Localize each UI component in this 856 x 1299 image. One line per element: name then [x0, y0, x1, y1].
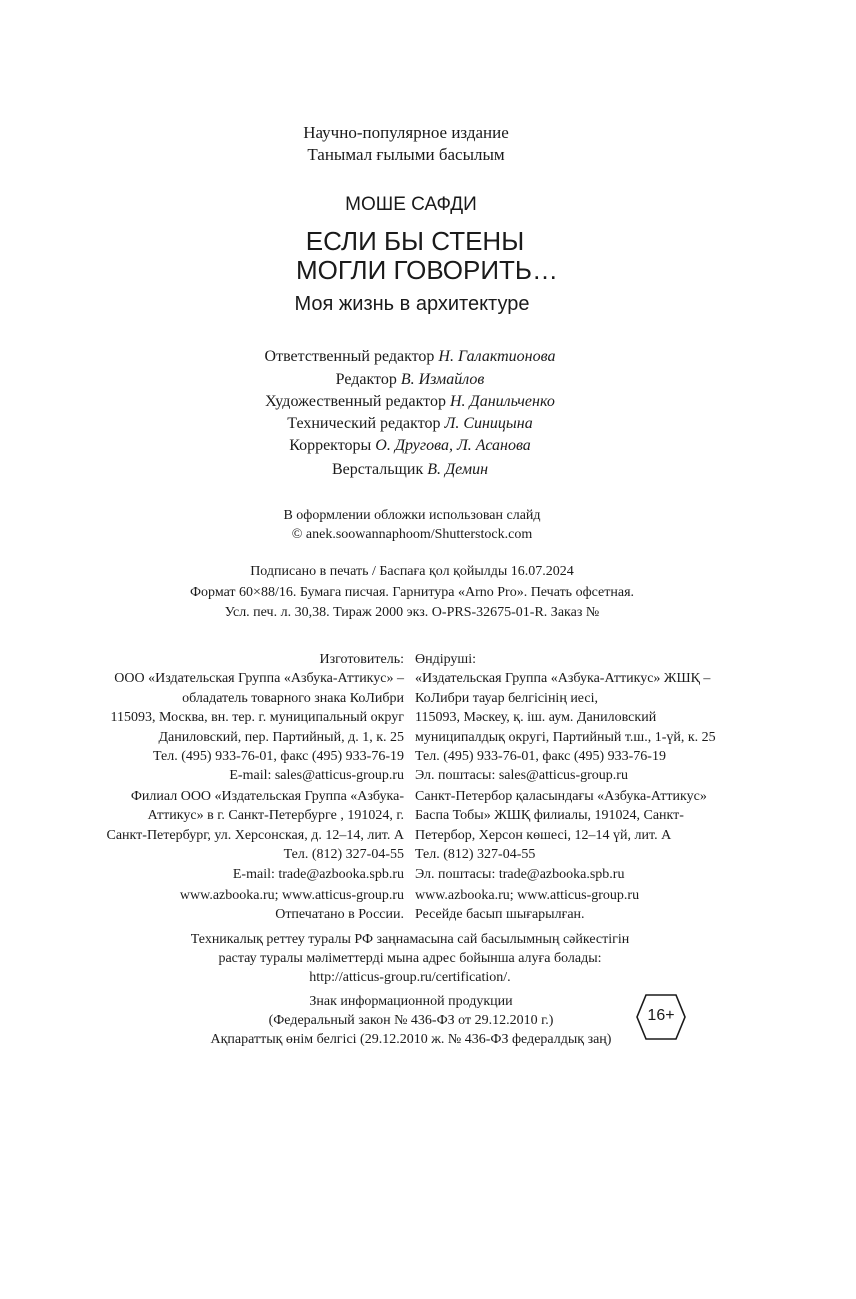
credit-person: Н. Галактионова	[438, 348, 556, 365]
web-ru	[180, 886, 404, 925]
credit-person: В. Измайлов	[400, 371, 485, 388]
credit-role: Технический редактор	[287, 415, 441, 432]
credit-person: Л. Синицына	[444, 415, 533, 432]
age-rating-label: 16+	[647, 1007, 675, 1024]
certification-url: http://atticus-group.ru/certification/.	[309, 970, 511, 985]
print-info-line2: Формат 60×88/16. Бумага писчая. Гарнитура «Arno Pro». Печать офсетная.	[189, 585, 635, 600]
credit-layout	[0, 459, 820, 481]
manufacturer-kz-line: Тел. (495) 933-76-01, факс (495) 933-76-19	[415, 749, 666, 765]
manufacturer-kz-line: 115093, Мәскеу, қ. іш. аум. Даниловский	[415, 710, 657, 726]
credit-person: О. Другова, Л. Асанова	[375, 437, 531, 454]
credit-person: В. Демин	[427, 461, 489, 478]
website-links: www.azbooka.ru; www.atticus-group.ru	[179, 888, 404, 903]
credit-editor	[0, 369, 820, 391]
branch-kz	[415, 787, 707, 884]
info-sign-line3: Ақпараттық өнім белгісі (29.12.2010 ж. № 436-ФЗ федералдық заң)	[210, 1032, 612, 1047]
print-info-line3: Усл. печ. л. 30,38. Тираж 2000 экз. O-PRS-32675-01-R. Заказ №	[224, 605, 600, 620]
certification-line2: растау туралы мәліметтерді мына адрес бойынша алуға болады:	[218, 951, 602, 966]
printed-in: Ресейде басып шығарылған.	[415, 907, 585, 923]
book-subtitle: Моя жизнь в архитектуре	[294, 293, 530, 315]
credit-role: Верстальщик	[331, 461, 424, 478]
printed-in: Отпечатано в России.	[275, 907, 404, 923]
manufacturer-ru-email: E-mail: sales@atticus-group.ru	[229, 768, 404, 784]
manufacturer-ru	[111, 650, 404, 786]
print-info-line1: Подписано в печать / Баспаға қол қойылды 16.07.2024	[250, 564, 574, 579]
manufacturer-ru-line: ООО «Издательская Группа «Азбука-Аттикус» –	[114, 671, 404, 687]
branch-ru-email: E-mail: trade@azbooka.spb.ru	[232, 866, 404, 882]
branch-ru-line: Филиал ООО «Издательская Группа «Азбука-	[130, 789, 404, 804]
credit-role: Корректоры	[289, 437, 372, 454]
branch-kz-line: Санкт-Петербор қаласындағы «Азбука-Аттикус»	[415, 789, 707, 804]
manufacturer-ru-line: обладатель товарного знака КоЛибри	[182, 690, 404, 706]
manufacturer-ru-line: 115093, Москва, вн. тер. г. муниципальный округ	[110, 710, 404, 726]
branch-ru-line: Тел. (812) 327-04-55	[283, 847, 404, 863]
manufacturer-kz-line: Өндіруші:	[415, 652, 476, 667]
age-rating-badge	[636, 994, 686, 1040]
branch-ru-line: Санкт-Петербург, ул. Херсонская, д. 12–14, лит. А	[106, 827, 404, 843]
manufacturer-ru-line: Даниловский, пер. Партийный, д. 1, к. 25	[158, 729, 404, 745]
cover-note-line2: © anek.soowannaphoom/Shutterstock.com	[291, 527, 533, 542]
credit-responsible-editor	[0, 346, 820, 368]
certification-line1: Техникалық реттеу туралы РФ заңнамасына сай басылымның сәйкестігін	[190, 932, 630, 947]
manufacturer-kz-email: Эл. поштасы: sales@atticus-group.ru	[415, 768, 628, 784]
book-title-line2: МОГЛИ ГОВОРИТЬ…	[296, 255, 558, 285]
manufacturer-kz	[415, 650, 716, 786]
edition-type-ru: Научно-популярное издание	[303, 123, 509, 142]
manufacturer-ru-line: Тел. (495) 933-76-01, факс (495) 933-76-19	[153, 749, 404, 765]
branch-kz-email: Эл. поштасы: trade@azbooka.spb.ru	[415, 866, 625, 882]
credit-technical-editor	[0, 413, 820, 435]
credit-person: Н. Данильченко	[449, 393, 555, 410]
branch-kz-line: Баспа Тобы» ЖШҚ филиалы, 191024, Санкт-	[415, 808, 684, 824]
book-title-line1: ЕСЛИ БЫ СТЕНЫ	[305, 226, 525, 256]
info-sign-line1: Знак информационной продукции	[309, 994, 513, 1009]
manufacturer-kz-line: «Издательская Группа «Азбука-Аттикус» ЖШҚ –	[415, 671, 711, 687]
branch-ru	[107, 787, 405, 884]
website-links: www.azbooka.ru; www.atticus-group.ru	[415, 888, 640, 903]
credit-role: Редактор	[335, 371, 397, 388]
edition-type-kz: Танымал ғылыми басылым	[307, 145, 505, 164]
credit-role: Ответственный редактор	[264, 348, 435, 365]
credit-role: Художественный редактор	[265, 393, 446, 410]
author-name: МОШЕ САФДИ	[345, 194, 477, 215]
credit-proofreaders	[0, 435, 820, 457]
credit-art-editor	[0, 391, 820, 413]
manufacturer-ru-line: Изготовитель:	[319, 652, 404, 667]
branch-kz-line: Петербор, Херсон көшесі, 12–14 үй, лит. А	[415, 827, 672, 843]
manufacturer-kz-line: муниципалдық округі, Партийный т.ш., 1-үй, к. 25	[415, 729, 716, 745]
branch-kz-line: Тел. (812) 327-04-55	[415, 847, 536, 863]
web-kz	[415, 886, 639, 925]
branch-ru-line: Аттикус» в г. Санкт-Петербурге , 191024, г.	[147, 808, 404, 824]
cover-note-line1: В оформлении обложки использован слайд	[283, 508, 541, 523]
info-sign-line2: (Федеральный закон № 436-ФЗ от 29.12.2010 г.)	[268, 1013, 554, 1028]
manufacturer-kz-line: КоЛибри тауар белгісінің иесі,	[415, 690, 598, 706]
